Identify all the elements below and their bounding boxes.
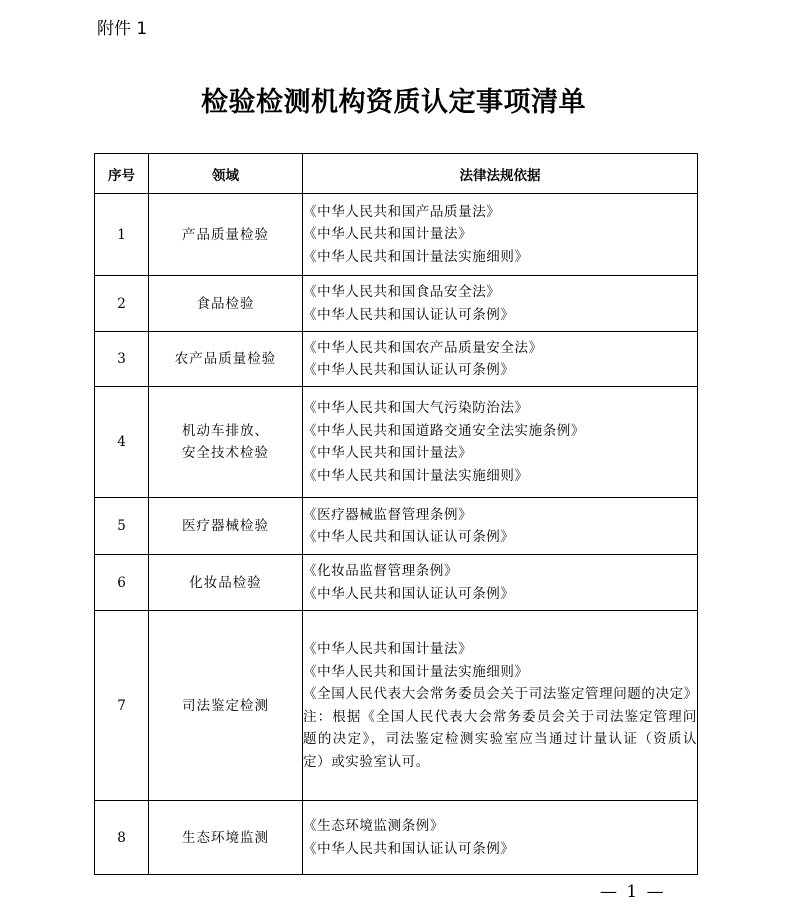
row-seq: 8 <box>95 801 149 875</box>
law-item: 《中华人民共和国计量法实施细则》 <box>303 248 529 265</box>
page-number: — 1 — <box>600 882 666 902</box>
row-laws <box>303 387 698 498</box>
row-laws <box>303 194 698 276</box>
row-laws <box>303 801 698 875</box>
field-line: 农产品质量检验 <box>174 351 277 367</box>
row-laws <box>303 498 698 555</box>
law-item: 《全国人民代表大会常务委员会关于司法鉴定管理问题的决定》 <box>303 686 698 702</box>
row-laws <box>303 276 698 332</box>
law-item: 《化妆品监督管理条例》 <box>303 563 459 579</box>
law-item: 《中华人民共和国计量法》 <box>303 226 473 243</box>
law-item: 《中华人民共和国认证认可条例》 <box>303 529 515 545</box>
attachment-label: 附件 1 <box>97 19 148 39</box>
row-field <box>149 801 303 875</box>
row-seq: 4 <box>95 387 149 498</box>
law-note: 注：根据《全国人民代表大会常务委员会关于司法鉴定管理问题的决定》，司法鉴定检测实验室应当通过计量认证（资质认定）或实验室认可。 <box>303 708 697 770</box>
table-row <box>95 611 698 801</box>
qualification-table <box>94 153 698 875</box>
table-row <box>95 801 698 875</box>
row-field <box>149 387 303 498</box>
field-line: 化妆品检验 <box>189 574 262 591</box>
field-line: 产品质量检验 <box>182 226 269 243</box>
row-seq: 1 <box>95 194 149 276</box>
table-row <box>95 194 698 276</box>
document-title: 检验检测机构资质认定事项清单 <box>201 87 586 118</box>
law-item: 《中华人民共和国食品安全法》 <box>303 284 501 300</box>
law-item: 《中华人民共和国计量法实施细则》 <box>303 467 529 484</box>
law-item: 《中华人民共和国认证认可条例》 <box>303 840 515 857</box>
law-item: 《中华人民共和国计量法》 <box>303 641 473 657</box>
law-item: 《中华人民共和国计量法实施细则》 <box>303 663 529 680</box>
field-line: 安全技术检验 <box>182 445 269 461</box>
law-item: 《中华人民共和国认证认可条例》 <box>303 362 515 378</box>
field-line: 生态环境监测 <box>182 829 269 846</box>
field-line: 司法鉴定检测 <box>182 697 269 714</box>
row-field <box>149 498 303 555</box>
table-row <box>95 555 698 611</box>
row-seq: 5 <box>95 498 149 555</box>
table-row <box>95 332 698 387</box>
table-header-row <box>95 154 698 194</box>
row-seq: 6 <box>95 555 149 611</box>
law-item: 《中华人民共和国产品质量法》 <box>303 203 501 220</box>
row-field <box>149 194 303 276</box>
row-laws <box>303 555 698 611</box>
field-line: 医疗器械检验 <box>182 518 269 534</box>
row-laws <box>303 332 698 387</box>
row-seq: 2 <box>95 276 149 332</box>
table-row <box>95 276 698 332</box>
field-line: 机动车排放、 <box>182 423 269 439</box>
law-item: 《中华人民共和国认证认可条例》 <box>303 306 515 323</box>
law-item: 《中华人民共和国道路交通安全法实施条例》 <box>303 422 585 439</box>
row-seq: 7 <box>95 611 149 801</box>
law-item: 《中华人民共和国大气污染防治法》 <box>303 400 529 416</box>
row-field <box>149 276 303 332</box>
law-item: 《中华人民共和国农产品质量安全法》 <box>303 339 543 356</box>
law-item: 《生态环境监测条例》 <box>303 818 444 834</box>
table-row <box>95 387 698 498</box>
row-field <box>149 332 303 387</box>
field-line: 食品检验 <box>196 295 255 312</box>
row-seq: 3 <box>95 332 149 387</box>
header-field: 领域 <box>149 154 303 194</box>
header-laws: 法律法规依据 <box>303 154 698 194</box>
table-row <box>95 498 698 555</box>
law-item: 《中华人民共和国认证认可条例》 <box>303 585 515 602</box>
header-seq: 序号 <box>95 154 149 194</box>
row-laws <box>303 611 698 801</box>
row-field <box>149 611 303 801</box>
law-item: 《医疗器械监督管理条例》 <box>303 506 473 523</box>
law-item: 《中华人民共和国计量法》 <box>303 445 473 461</box>
row-field <box>149 555 303 611</box>
